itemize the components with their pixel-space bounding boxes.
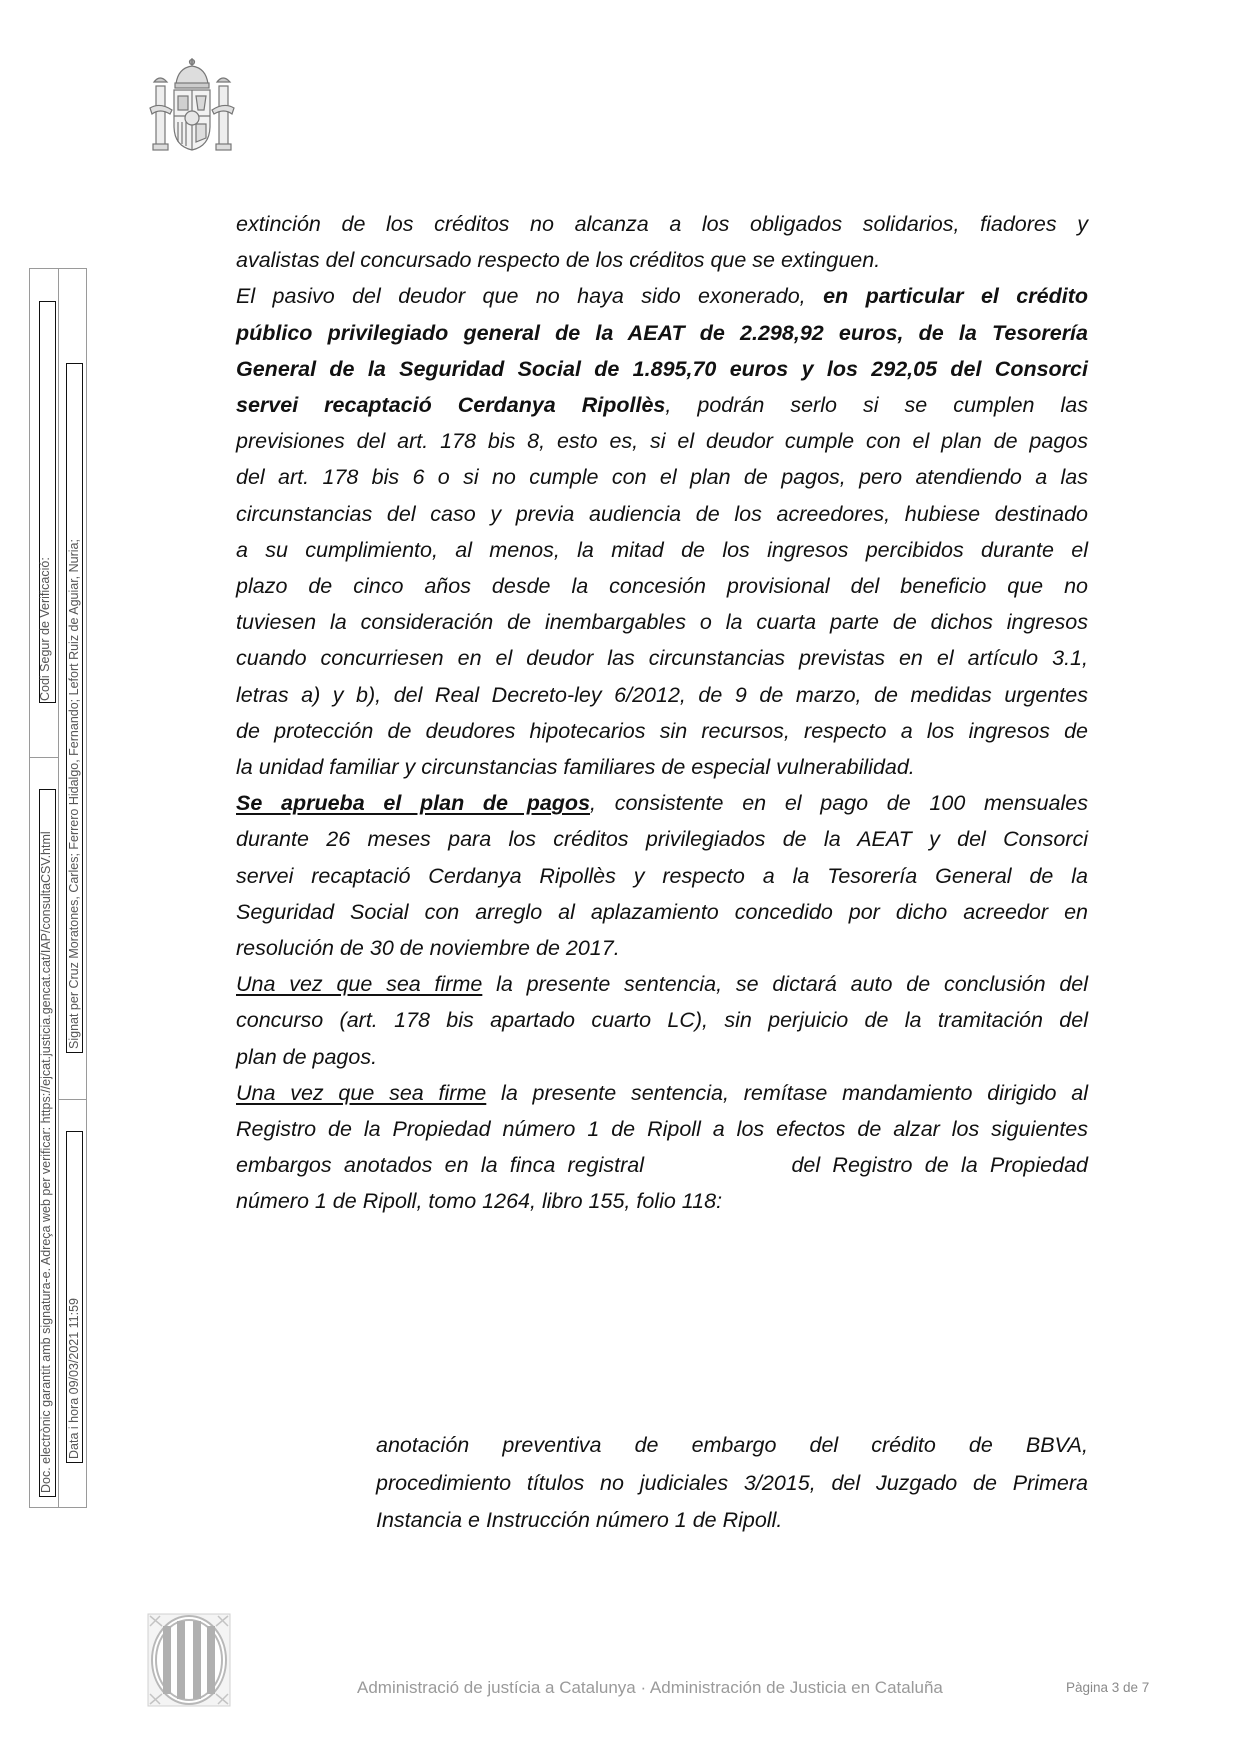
text-line (236, 1115, 1088, 1143)
text-run: tuviesen la consideración de inembargables o la cuarta parte de dichos ingresos (236, 610, 1088, 635)
text-run: la presente sentencia, remítase mandamiento dirigido al (486, 1080, 1089, 1105)
text-run: número 1 de Ripoll, tomo 1264, libro 155, folio 118: (236, 1189, 723, 1214)
underlined-text: Una vez que sea firme (236, 972, 483, 997)
underlined-text: Se aprueba el plan de pagos (236, 791, 591, 816)
verification-strip (29, 268, 87, 1508)
text-run: , podrán serlo si se cumplen las (665, 393, 1088, 417)
indented-text-line (376, 1469, 1088, 1497)
text-line (236, 536, 1088, 564)
text-run: circunstancias del caso y previa audiencia de los acreedores, hubiese destinado (236, 501, 1088, 526)
text-line (236, 1043, 1088, 1071)
text-line (236, 210, 1088, 238)
footer-institution: Administració de justícia a Catalunya · Administración de Justicia en Cataluña (357, 1678, 943, 1697)
strip-separator (30, 757, 58, 758)
bold-text: servei recaptació Cerdanya Ripollès (236, 393, 666, 417)
text-run: letras a) y b), del Real Decreto-ley 6/2012, de 9 de marzo, de medidas urgentes (236, 682, 1088, 707)
indented-text-line (376, 1431, 1088, 1459)
text-line (236, 355, 1088, 383)
text-line (236, 500, 1088, 528)
text-run: la presente sentencia, se dictará auto de conclusión del (482, 972, 1089, 997)
text-run: servei recaptació Cerdanya Ripollès y respecto a la Tesorería General de la (236, 863, 1088, 888)
text-run: plan de pagos. (236, 1044, 378, 1069)
text-run: durante 26 meses para los créditos privilegiados de la AEAT y del Consorci (236, 827, 1088, 852)
text-run: resolución de 30 de noviembre de 2017. (236, 936, 620, 960)
signed-by-text: Signat per Cruz Moratones, Carles; Ferrero Hidalgo, Fernando; Lefort Ruiz de Aguiar, Nuria; (67, 539, 81, 1049)
bold-text: en particular el crédito (823, 284, 1088, 309)
text-line (236, 1187, 1088, 1215)
text-line (236, 319, 1088, 347)
page-number: Pàgina 3 de 7 (1066, 1680, 1150, 1695)
text-line (236, 644, 1088, 672)
text-line (236, 681, 1088, 709)
generalitat-catalunya-emblem (146, 1612, 232, 1708)
text-run: la unidad familiar y circunstancias familiares de especial vulnerabilidad. (236, 755, 915, 779)
text-run: previsiones del art. 178 bis 8, esto es, si el deudor cumple con el plan de pagos (236, 429, 1088, 454)
text-line (236, 789, 1088, 817)
text-line (236, 1151, 1088, 1179)
text-line (236, 717, 1088, 745)
text-line (236, 463, 1088, 491)
spanish-coat-of-arms-logo (148, 56, 236, 156)
text-line (236, 970, 1088, 998)
strip-divider (58, 269, 59, 1507)
text-line (236, 825, 1088, 853)
indented-text-line (376, 1506, 1088, 1534)
text-run: Seguridad Social con arreglo al aplazamiento concedido por dicho acreedor en (236, 899, 1088, 924)
underlined-text: Una vez que sea firme (236, 1080, 487, 1105)
csv-label: Codi Segur de Verificació: (38, 557, 52, 701)
text-run: extinción de los créditos no alcanza a los obligados solidarios, fiadores y (236, 212, 1088, 236)
text-run: Registro de la Propiedad número 1 de Ripoll a los efectos de alzar los siguientes (236, 1117, 1088, 1141)
text-run: procedimiento títulos no judiciales 3/2015, del Juzgado de Primera (376, 1470, 1088, 1495)
date-time-text: Data i hora 09/03/2021 11:59 (67, 1297, 81, 1459)
text-line (236, 572, 1088, 600)
text-line (236, 862, 1088, 890)
text-line (236, 427, 1088, 455)
text-run: del art. 178 bis 6 o si no cumple con el plan de pagos, pero atendiendo a las (236, 465, 1088, 490)
text-line (236, 282, 1088, 310)
text-line (236, 753, 1088, 781)
text-line (236, 608, 1088, 636)
text-run: avalistas del concursado respecto de los créditos que se extinguen. (236, 248, 881, 273)
strip-separator (58, 1099, 87, 1100)
text-run: anotación preventiva de embargo del crédito de BBVA, (376, 1433, 1088, 1457)
text-run: , consistente en el pago de 100 mensuales (590, 791, 1088, 816)
text-line (236, 1079, 1088, 1107)
text-run: embargos anotados en la finca registral del Registro de la Propiedad (236, 1153, 1088, 1178)
text-line (236, 1006, 1088, 1034)
bold-text: público privilegiado general de la AEAT de 2.298,92 euros, de la Tesorería (236, 320, 1088, 345)
text-run: concurso (art. 178 bis apartado cuarto LC), sin perjuicio de la tramitación del (236, 1008, 1088, 1033)
text-line (236, 246, 1088, 274)
doc-verification-text[interactable]: Doc. electrònic garantit amb signatura-e. Adreça web per verificar: https://ejcat.justicia.gencat.cat/IAP/consultaCSV.html (39, 831, 53, 1493)
text-run: cuando concurriesen en el deudor las circunstancias previstas en el artículo 3.1, (236, 646, 1088, 671)
text-run: El pasivo del deudor que no haya sido exonerado, (236, 284, 824, 309)
text-run: a su cumplimiento, al menos, la mitad de los ingresos percibidos durante el (236, 537, 1088, 562)
text-line (236, 934, 1088, 962)
text-run: de protección de deudores hipotecarios sin recursos, respecto a los ingresos de (236, 718, 1088, 743)
text-line (236, 391, 1088, 419)
text-run: Instancia e Instrucción número 1 de Ripoll. (376, 1508, 783, 1532)
text-line (236, 898, 1088, 926)
text-run: plazo de cinco años desde la concesión provisional del beneficio que no (236, 574, 1088, 598)
bold-text: General de la Seguridad Social de 1.895,70 euros y los 292,05 del Consorci (236, 356, 1088, 381)
